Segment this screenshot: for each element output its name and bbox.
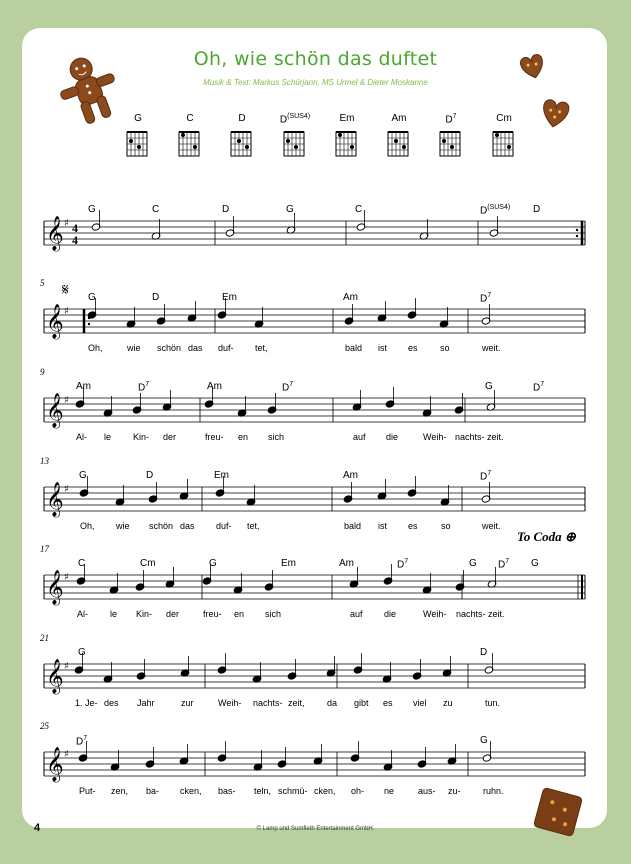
measure-number: 17 — [40, 544, 49, 554]
lyric-syllable: weit. — [482, 343, 501, 353]
song-credit: Musik & Text: Markus Schürjann, MS Urmel & Dieter Moskanne — [203, 78, 428, 87]
lyric-syllable: da — [327, 698, 338, 708]
chord-diagram-name: $D^7$ — [445, 113, 457, 126]
staff-system — [44, 280, 585, 340]
lyric-syllable: freu- — [203, 609, 222, 619]
chord-symbol: C — [152, 204, 160, 215]
coda-icon: ⊕ — [564, 529, 576, 544]
lyric-syllable: Put- — [79, 786, 96, 796]
lyric-syllable: tet, — [255, 343, 268, 353]
chord-symbol: G — [209, 558, 217, 569]
lyric-syllable: zu — [443, 698, 453, 708]
chord-symbol: G — [485, 381, 493, 392]
svg-text:𝄞: 𝄞 — [46, 304, 64, 339]
lyric-syllable: der — [166, 609, 180, 619]
svg-text:4: 4 — [72, 221, 78, 235]
song-title: Oh, wie schön das duftet — [193, 48, 438, 70]
lyric-syllable: so — [440, 343, 450, 353]
svg-text:𝄋: 𝄋 — [62, 280, 69, 299]
chord-symbol: G — [531, 558, 539, 569]
chord-symbol: $D^7$ — [397, 558, 409, 571]
chord-symbol: $D^7$ — [138, 381, 150, 394]
lyric-syllable: cken, — [314, 786, 336, 796]
lyric-syllable: wie — [127, 343, 141, 353]
lyric-syllable: Oh, — [88, 343, 103, 353]
lyric-syllable: en — [234, 609, 245, 619]
chord-symbol: D — [480, 647, 488, 658]
svg-text:𝄞: 𝄞 — [46, 482, 64, 517]
svg-text:♯: ♯ — [64, 749, 69, 760]
lyric-syllable: duf- — [216, 521, 232, 531]
chord-symbol: G — [79, 470, 87, 481]
lyric-syllable: Al- — [76, 432, 87, 442]
chord-symbol: $D^{(SUS4)}$ — [480, 204, 511, 217]
lyric-syllable: bald — [345, 343, 363, 353]
chord-symbol: G — [480, 735, 488, 746]
lyric-syllable: teln, — [254, 786, 272, 796]
chord-symbol: G — [88, 204, 96, 215]
measure-number: 25 — [40, 721, 49, 731]
lyric-syllable: nachts- — [455, 432, 485, 442]
chord-symbol: D — [222, 204, 230, 215]
lyric-syllable: der — [163, 432, 177, 442]
chord-symbol: Em — [222, 292, 237, 303]
lyric-syllable: nachts- — [456, 609, 486, 619]
lyric-syllable: ist — [378, 521, 387, 531]
lyric-syllable: des — [104, 698, 119, 708]
lyric-syllable: die — [386, 432, 399, 442]
chord-symbol: $D^7$ — [282, 381, 294, 394]
svg-text:𝄞: 𝄞 — [46, 659, 64, 694]
lyric-syllable: so — [441, 521, 451, 531]
lyric-syllable: le — [104, 432, 112, 442]
lyric-syllable: Weih- — [423, 432, 447, 442]
lyric-syllable: Jahr — [137, 698, 155, 708]
lyric-syllable: wie — [116, 521, 130, 531]
svg-text:♯: ♯ — [64, 661, 69, 672]
chord-diagram-name: Cm — [496, 113, 512, 124]
chord-symbol: D — [152, 292, 160, 303]
lyric-syllable: weit. — [482, 521, 501, 531]
chord-symbol: Am — [343, 292, 358, 303]
chord-symbol: G — [78, 647, 86, 658]
chord-symbol: Am — [339, 558, 354, 569]
svg-text:♯: ♯ — [64, 395, 69, 406]
lyric-syllable: bald — [344, 521, 362, 531]
svg-text:♯: ♯ — [64, 218, 69, 229]
staff-system — [44, 741, 585, 783]
lyric-syllable: auf — [350, 609, 363, 619]
chord-symbol: Am — [343, 470, 358, 481]
coda-label — [517, 529, 576, 545]
svg-text:4: 4 — [72, 233, 78, 247]
svg-text:♯: ♯ — [64, 306, 69, 317]
chord-diagram-name: Em — [339, 113, 355, 124]
chord-symbol: Em — [214, 470, 229, 481]
svg-text:𝄞: 𝄞 — [46, 747, 64, 782]
lyric-syllable: ba- — [146, 786, 160, 796]
lyric-syllable: sich — [265, 609, 282, 619]
staff-system — [44, 476, 585, 518]
svg-text:♯: ♯ — [64, 572, 69, 583]
chord-symbol: Am — [207, 381, 222, 392]
measure-number: 9 — [40, 367, 45, 377]
staff-system — [44, 387, 585, 429]
chord-symbol: C — [355, 204, 363, 215]
lyric-syllable: ruhn. — [483, 786, 504, 796]
lyric-syllable: das — [180, 521, 195, 531]
chord-diagram-name: C — [186, 113, 194, 124]
lyric-syllable: Al- — [77, 609, 88, 619]
chord-symbol: $D^7$ — [533, 381, 545, 394]
lyric-syllable: tet, — [247, 521, 260, 531]
chord-symbol: C — [78, 558, 86, 569]
lyric-syllable: Weih- — [423, 609, 447, 619]
lyric-syllable: oh- — [351, 786, 365, 796]
svg-text:𝄞: 𝄞 — [46, 570, 64, 605]
lyric-syllable: aus- — [418, 786, 436, 796]
lyric-syllable: nachts- — [253, 698, 283, 708]
svg-text:𝄞: 𝄞 — [46, 393, 64, 428]
chord-diagram-name: D — [238, 113, 246, 124]
chord-symbol: G — [469, 558, 477, 569]
lyric-syllable: tun. — [485, 698, 501, 708]
chord-symbol: $D^7$ — [498, 558, 510, 571]
lyric-syllable: die — [384, 609, 397, 619]
chord-symbol: $D^7$ — [76, 735, 88, 748]
lyric-syllable: Weih- — [218, 698, 242, 708]
lyric-syllable: viel — [413, 698, 427, 708]
copyright: © Lamp und Sumfleth Entertainment GmbH. — [256, 826, 375, 832]
lyric-syllable: das — [188, 343, 203, 353]
measure-number: 5 — [40, 278, 45, 288]
svg-text:𝄞: 𝄞 — [46, 216, 64, 251]
lyric-syllable: sich — [268, 432, 285, 442]
chord-symbol: $D^7$ — [480, 470, 492, 483]
chord-symbol: G — [286, 204, 294, 215]
lyric-syllable: cken, — [180, 786, 202, 796]
lyric-syllable: schmü- — [278, 786, 308, 796]
chord-symbol: Em — [281, 558, 296, 569]
lyric-syllable: bas- — [218, 786, 236, 796]
lyric-syllable: Kin- — [133, 432, 150, 442]
svg-text:♯: ♯ — [64, 484, 69, 495]
lyric-syllable: zen, — [111, 786, 129, 796]
chord-symbol: D — [533, 204, 541, 215]
lyric-syllable: es — [408, 343, 418, 353]
lyric-syllable: es — [383, 698, 393, 708]
lyric-syllable: schön — [157, 343, 182, 353]
chord-diagram-name: G — [134, 113, 142, 124]
lyric-syllable: ne — [384, 786, 395, 796]
lyric-syllable: freu- — [205, 432, 224, 442]
chord-symbol: Am — [76, 381, 91, 392]
lyric-syllable: zur — [181, 698, 194, 708]
lyric-syllable: en — [238, 432, 249, 442]
lyric-syllable: zeit. — [487, 432, 504, 442]
lyric-syllable: schön — [149, 521, 174, 531]
chord-symbol: D — [146, 470, 154, 481]
lyric-syllable: gibt — [354, 698, 369, 708]
lyric-syllable: ist — [378, 343, 387, 353]
staff-system — [44, 653, 585, 695]
coda-text: To Coda — [517, 529, 562, 544]
lyric-syllable: Oh, — [80, 521, 95, 531]
lyric-syllable: zeit, — [288, 698, 305, 708]
page-number: 4 — [34, 822, 41, 834]
lyric-syllable: duf- — [218, 343, 234, 353]
chord-diagram-name: Am — [391, 113, 407, 124]
lyric-syllable: es — [408, 521, 418, 531]
lyric-syllable: zu- — [448, 786, 461, 796]
chord-symbol: Cm — [140, 558, 156, 569]
measure-number: 13 — [40, 456, 49, 466]
chord-diagram-name: $D^{(SUS4)}$ — [279, 113, 311, 126]
lyric-syllable: Kin- — [136, 609, 153, 619]
chord-symbol: $D^7$ — [480, 292, 492, 305]
measure-number: 21 — [40, 633, 49, 643]
chord-symbol: G — [88, 292, 96, 303]
lyric-syllable: auf — [353, 432, 366, 442]
lyric-syllable: 1. Je- — [75, 698, 98, 708]
lyric-syllable: zeit. — [488, 609, 505, 619]
lyric-syllable: le — [110, 609, 118, 619]
